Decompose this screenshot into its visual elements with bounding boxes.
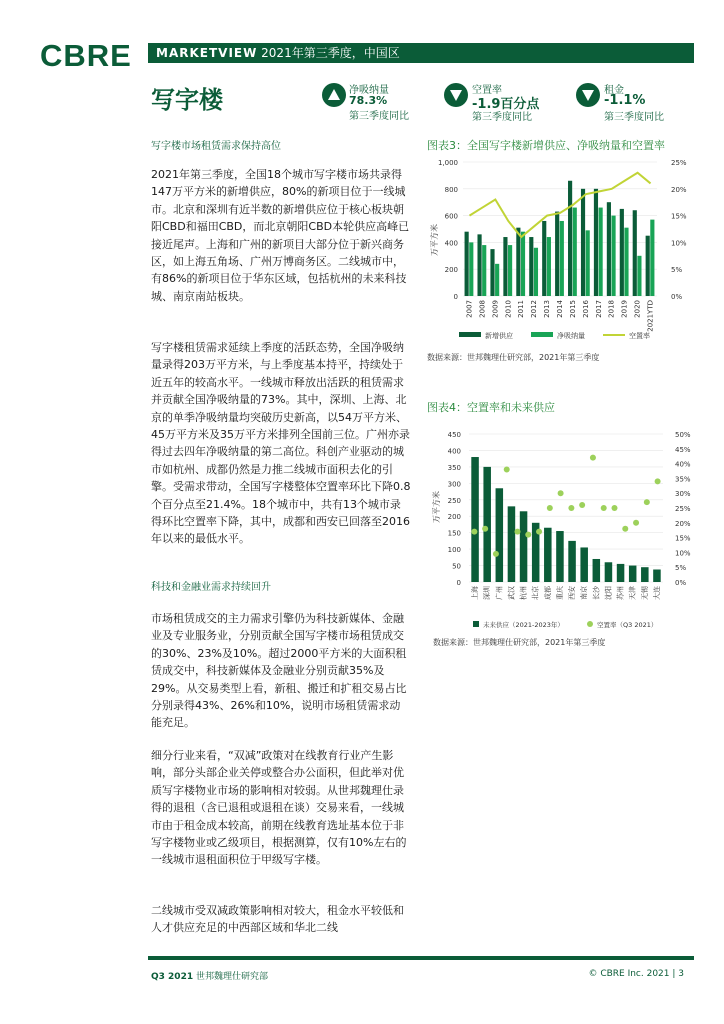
chart3-bar-absorption [547,237,551,296]
chart3-legend-swatch [531,332,553,337]
chart4-xtick: 大连 [652,586,661,600]
chart4-vacancy-point [482,526,488,532]
chart4-xtick: 武汉 [507,586,516,600]
chart4-y2tick: 20% [675,519,691,528]
chart3-bar-absorption [586,230,590,296]
chart4-bar-supply [617,564,625,582]
footer-rule [148,956,694,960]
chart3-ylabel: 万平方米 [430,224,439,256]
chart3-xtick: 2009 [491,300,500,318]
chart3-bar-absorption [469,242,473,296]
chart4-xtick: 重庆 [555,586,564,600]
chart3-bar-supply [490,249,494,296]
paragraph: 2021年第三季度，全国18个城市写字楼市场共录得147万平方米的新增供应，80%的新项目位于一线城市。北京和深圳有近半数的新增供应位于核心板块朝阳CBD和福田CBD，而北京朝阳CBD本轮供应高峰已接近尾声。上海和广州的新项目大部分位于新兴商务区，如上海五角场、广州万博商务区。二线城市中，有86%的新项目位于华东区域，包括杭州的未来科技城、南京南站板块。 [151,168,410,303]
chart3-bar-supply [465,232,469,296]
footer-left-bold: Q3 2021 [151,972,194,982]
chart4-y2tick: 0% [675,579,687,587]
chart4-xtick: 长沙 [592,586,601,600]
chart4-vacancy-point [622,526,628,532]
chart4-legend-label: 空置率（Q3 2021） [597,621,658,629]
kpi-label: 净吸纳量 [349,85,389,96]
chart3-xtick: 2018 [607,300,616,318]
chart4-xtick: 西安 [568,586,577,600]
chart3-y2tick: 25% [671,159,687,167]
chart4-vacancy-point [579,502,585,508]
chart4-bar-supply [641,567,649,582]
chart4-legend-label: 未来供应（2021-2023年） [483,621,564,629]
chart4-bar-supply [520,511,528,582]
banner-bold: MARKETVIEW [156,46,258,60]
paragraph: 细分行业来看，“双减”政策对在线教育行业产生影响，部分头部企业关停或整合办公面积，但此举对优质写字楼物业市场的影响相对较弱。从世邦魏理仕录得的退租（含已退租或退租在谈）交易来看，一线城市由于租金成本较高，前期在线教育选址基本位于非写字楼物业或乙级项目，根据测算，仅有10%左右的一线城市退租面积位于甲级写字楼。 [151,749,407,867]
chart3-y2tick: 5% [671,266,683,275]
chart3-y2tick: 0% [671,293,683,301]
page-title: 写字楼 [151,86,223,114]
chart3-bar-absorption [534,248,538,296]
chart4-xtick: 苏州 [616,586,625,600]
chart4-xtick: 北京 [531,586,540,600]
chart3-ytick: 400 [444,239,458,248]
chart3-xtick: 2011 [517,300,526,318]
chart4-vacancy-point [547,505,553,511]
chart3-legend-label: 新增供应 [485,332,513,340]
chart3-ytick: 600 [444,212,458,221]
chart3-bar-absorption [495,264,499,296]
chart3-bar-supply [633,210,637,296]
chart3-bar-absorption [611,216,615,296]
chart4-xtick: 南京 [580,586,589,600]
chart4-bar-supply [593,559,601,582]
chart3-xtick: 2008 [478,300,487,318]
down-arrow-icon [444,83,468,107]
chart3-bar-supply [529,237,533,296]
chart3-xtick: 2016 [581,300,590,318]
chart3-ytick: 1,000 [437,159,458,167]
footer-left [151,969,268,982]
up-arrow-icon [322,83,346,107]
chart4-ylabel: 万平方米 [432,491,441,523]
chart4-y2tick: 50% [675,431,691,439]
chart3-y2tick: 20% [671,185,687,194]
kpi-label: 租金 [604,85,624,96]
chart4-vacancy-point [633,520,639,526]
chart3-bar-supply [477,234,481,296]
chart4-vacancy-point [558,490,564,496]
chart4-source: 数据来源：世邦魏理仕研究部，2021年第三季度 [433,638,606,647]
chart4-vacancy-point [590,455,596,461]
paragraph: 写字楼租赁需求延续上季度的活跃态势，全国净吸纳量录得203万平方米，与上季度基本持平，持续处于近五年的较高水平。一线城市释放出活跃的租赁需求并贡献全国净吸纳量的73%。其中，深圳、上海、北京的单季净吸纳量均突破历史新高，以54万平方米、45万平方米及35万平方米排列全国前三位。广州亦录得过去四年净吸纳量的第二高位。科创产业驱动的城市如杭州、成都仍然是力推二线城市面积去化的引擎。受需求带动，全国写字楼整体空置率环比下降0.8个百分点至21.4%。18个城市中，共有13个城市录得环比空置率下降，其中，成都和西安已回落至2016年以来的最低水平。 [151,341,411,546]
chart3-bar-absorption [521,232,525,296]
chart3-xtick: 2010 [504,300,513,318]
kpi-note: 第三季度同比 [472,112,532,123]
banner-rest: 2021年第三季度，中国区 [257,46,400,60]
chart4-ytick: 250 [447,496,461,505]
chart3-xtick: 2020 [633,300,642,318]
chart4-xtick: 深圳 [483,586,492,600]
footer-left-rest: 世邦魏理仕研究部 [193,972,268,982]
chart4-ytick: 300 [447,480,461,489]
chart3-bar-absorption [599,208,603,296]
chart3-bar-absorption [560,221,564,296]
chart4-vacancy-point [655,478,661,484]
chart4-vacancy-point [601,505,607,511]
chart3-xtick: 2019 [620,300,629,318]
chart3-source: 数据来源：世邦魏理仕研究部，2021年第三季度 [427,353,600,362]
chart4-xtick: 杭州 [519,586,528,600]
chart4-ytick: 100 [447,546,461,555]
chart3-bar-absorption [573,208,577,296]
down-arrow-icon [576,83,600,107]
kpi-value: -1.1% [604,93,646,108]
chart3-bar-supply [568,181,572,296]
kpi-label: 空置率 [472,85,502,96]
chart4-xtick: 成都 [543,586,552,600]
chart3-bar-absorption [508,245,512,296]
chart4-y2tick: 35% [675,475,691,484]
chart4-xtick: 广州 [495,586,504,600]
chart4-bar-supply [496,488,504,582]
marketview-banner [148,43,694,63]
chart3-ytick: 200 [444,266,458,275]
chart3-legend-label: 净吸纳量 [557,332,585,340]
chart4-ytick: 350 [447,463,461,472]
chart4-y2tick: 45% [675,445,691,454]
chart4-bar-supply [580,547,588,582]
chart3-bar-absorption [482,245,486,296]
chart4-y2tick: 25% [675,505,691,513]
chart4-bar-supply [629,566,637,582]
chart4-title: 图表4：空置率和未来供应 [427,401,555,414]
section-heading: 写字楼市场租赁需求保持高位 [151,141,281,152]
chart3-bar-supply [503,237,507,296]
chart3-legend-swatch [459,332,481,337]
chart4-vacancy-point [504,467,510,473]
chart4-vacancy-point [493,551,499,557]
chart4-y2tick: 10% [675,549,691,558]
chart3-y2tick: 15% [671,212,687,221]
chart4-ytick: 50 [452,562,461,571]
chart4-vacancy-point [471,529,477,535]
paragraph: 二线城市受双减政策影响相对较大，租金水平较低和人才供应充足的中西部区域和华北二线 [151,904,404,935]
chart3-xtick: 2007 [465,300,474,318]
chart3-bar-absorption [650,220,654,296]
chart3-bar-supply [607,202,611,296]
chart4-xtick: 上海 [471,586,480,600]
chart4-ytick: 0 [456,579,461,587]
chart4-bar-supply [508,506,516,582]
paragraph: 市场租赁成交的主力需求引擎仍为科技新媒体、金融业及专业服务业，分别贡献全国写字楼市场租赁成交的30%、23%及10%。超过2000平方米的大面积租赁成交中，科技新媒体及金融业分别贡献35%及29%。从交易类型上看，新租、搬迁和扩租交易占比分别录得43%、26%和10%，说明市场租赁需求动能充足。 [151,612,407,730]
chart3-bar-supply [542,221,546,296]
chart4-y2tick: 15% [675,534,691,543]
chart4-svg [425,422,695,632]
chart4-legend-swatch [473,621,479,627]
chart3-bar-supply [516,228,520,296]
chart4-ytick: 450 [447,431,461,439]
chart4-xtick: 天津 [628,586,637,600]
chart3-xtick: 2017 [594,300,603,318]
chart3-legend-label: 空置率 [629,332,650,340]
chart4-xtick: 无锡 [640,586,649,600]
chart4-y2tick: 30% [675,490,691,499]
chart4-ytick: 200 [447,513,461,522]
chart4-bar-supply [471,457,479,582]
chart3-xtick: 2013 [543,300,552,318]
kpi-note: 第三季度同比 [349,111,409,122]
chart4-bar-supply [483,467,491,582]
footer-right: © CBRE Inc. 2021 | 3 [588,969,684,979]
chart4-vacancy-point [612,505,618,511]
kpi-note: 第三季度同比 [604,112,664,123]
chart4-vacancy-point [568,505,574,511]
chart3-ytick: 0 [453,293,458,301]
chart3-xtick: 2015 [568,300,577,318]
chart4-vacancy-point [644,499,650,505]
chart3-bar-supply [620,209,624,296]
chart4-ytick: 150 [447,529,461,538]
chart4-bar-supply [605,562,613,582]
chart4-vacancy-point [525,532,531,538]
chart4-y2tick: 5% [675,564,687,573]
chart3-bar-supply [646,236,650,296]
chart4-legend-swatch [587,621,593,627]
section-heading: 科技和金融业需求持续回升 [151,582,271,593]
cbre-logo: CBRE [40,38,132,73]
chart3-bar-supply [594,189,598,296]
chart3-xtick: 2021YTD [646,300,655,332]
chart4-bar-supply [568,541,576,582]
chart3-bar-supply [555,212,559,296]
kpi-value: 78.3% [349,94,388,107]
chart4-bar-supply [544,528,552,582]
chart3-ytick: 800 [444,185,458,194]
chart3-svg [425,150,695,350]
chart3-xtick: 2012 [530,300,539,318]
chart4-vacancy-point [515,529,521,535]
chart3-bar-supply [581,189,585,296]
chart3-y2tick: 10% [671,239,687,248]
chart4-vacancy-point [536,529,542,535]
chart4-bar-supply [653,570,661,582]
chart4-xtick: 沈阳 [604,586,613,600]
kpi-value: -1.9百分点 [472,97,540,112]
chart3-xtick: 2014 [556,300,564,318]
chart3-bar-absorption [637,256,641,296]
chart4-bar-supply [556,531,564,582]
chart3-title: 图表3：全国写字楼新增供应、净吸纳量和空置率 [427,139,665,152]
chart4-y2tick: 40% [675,460,691,469]
chart4-ytick: 400 [447,447,461,456]
chart3-bar-absorption [624,228,628,296]
